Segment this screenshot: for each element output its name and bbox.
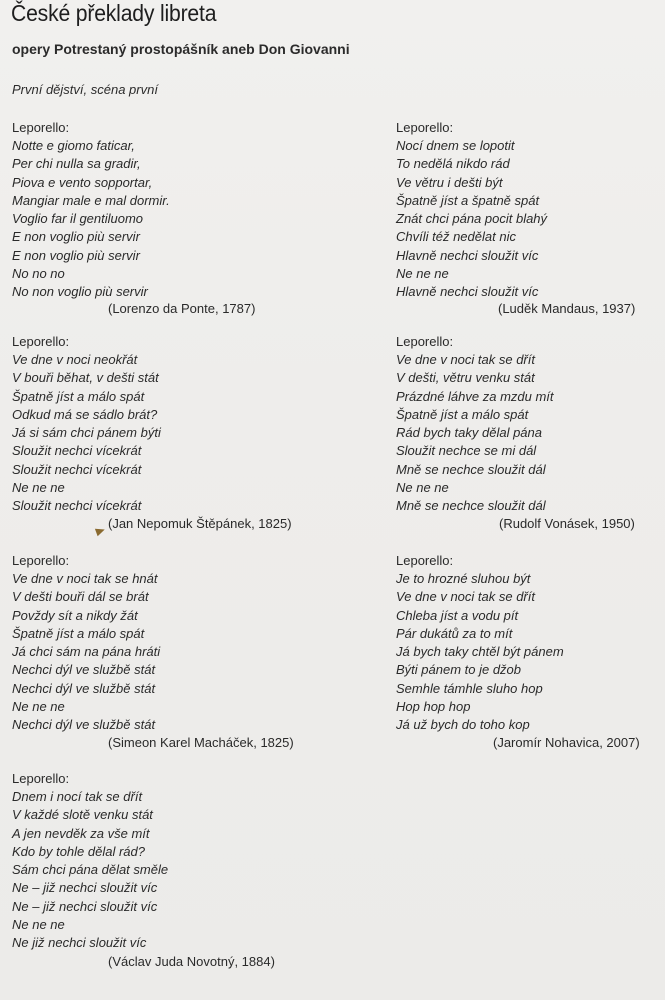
translator-credit: (Václav Juda Novotný, 1884) [108,954,275,969]
verse-line: Ne ne ne [396,266,449,282]
verse-line: Ve dne v noci tak se dřít [396,589,535,605]
verse-line: No non voglio più servir [12,284,148,300]
speaker-label: Leporello: [12,334,70,349]
stanza-vonasek [396,333,665,531]
verse-line: Ve dne v noci tak se hnát [12,571,158,586]
verse-line: Notte e giomo faticar, [12,138,135,153]
verse-line: Ne ne ne [12,917,65,933]
verse-line: V dešti, větru venku stát [396,370,535,386]
verse-line: Ne ne ne [396,480,449,496]
stanza-machacek [12,552,312,750]
verse-line: Mně se nechce sloužit dál [396,461,546,477]
speaker-label: Leporello: [396,120,454,135]
translator-credit: (Rudolf Vonásek, 1950) [499,516,635,531]
verse-line: Ne ne ne [12,699,65,715]
verse-line: V dešti bouři dál se brát [12,589,149,605]
page-subtitle: opery Potrestaný prostopášník aneb Don Giovanni [12,41,350,57]
translator-credit: (Luděk Mandaus, 1937) [498,301,636,316]
verse-line: Ne již nechci sloužit víc [12,935,147,951]
verse-line: E non voglio più servir [12,247,140,263]
verse-line: Sloužit nechci vícekrát [12,498,142,514]
translator-credit: (Simeon Karel Macháček, 1825) [108,735,294,750]
verse-line: Odkud má se sádlo brát? [12,406,158,422]
stanza-nohavica [396,552,665,750]
verse-line: Kdo by tohle dělal rád? [12,843,145,859]
verse-line: Já už bych do toho kop [396,717,530,733]
verse-line: Sloužit nechci vícekrát [12,443,142,459]
speaker-label: Leporello: [396,334,454,349]
verse-line: Já si sám chci pánem býti [12,425,161,441]
verse-line: Nechci dýl ve službě stát [12,717,156,733]
verse-line: Piova e vento sopportar, [12,174,153,190]
verse-line: Prázdné láhve za mzdu mít [396,388,554,404]
verse-line: Nocí dnem se lopotit [396,138,515,153]
speaker-label: Leporello: [396,553,454,568]
verse-line: Ne – již nechci sloužit víc [12,880,158,896]
verse-line: Hlavně nechci sloužit víc [396,247,539,263]
verse-line: Znát chci pána pocit blahý [396,211,548,227]
verse-line: Sloužit nechci vícekrát [12,461,142,477]
verse-line: Ne ne ne [12,480,65,496]
verse-line: Nechci dýl ve službě stát [12,662,156,678]
verse-line: Špatně jíst a málo spát [12,625,145,641]
verse-line: Já chci sám na pána hráti [12,644,161,660]
verse-line: Rád bych taky dělal pána [396,425,542,441]
verse-line: Hlavně nechci sloužit víc [396,284,539,300]
verse-line: Mangiar male e mal dormir. [12,192,170,208]
translator-credit: (Jaromír Nohavica, 2007) [493,735,640,750]
verse-line: Špatně jíst a špatně spát [396,192,540,208]
stanza-mandaus [396,119,665,316]
verse-line: V každé slotě venku stát [12,807,153,823]
verse-line: Hop hop hop [396,699,471,715]
act-scene-heading: První dějství, scéna první [12,82,158,97]
verse-line: Ve dne v noci tak se dřít [396,352,535,367]
verse-line: Ve dne v noci neokřát [12,352,138,367]
speaker-label: Leporello: [12,553,70,568]
verse-line: Mně se nechce sloužit dál [396,498,546,514]
stanza-da-ponte [12,119,312,316]
verse-line: Semhle támhle sluho hop [396,680,543,696]
verse-line: Ne – již nechci sloužit víc [12,898,158,914]
verse-line: Nechci dýl ve službě stát [12,680,156,696]
verse-line: No no no [12,266,65,282]
speaker-label: Leporello: [12,120,70,135]
verse-line: Povždy sít a nikdy žát [12,607,138,623]
verse-line: Pár dukátů za to mít [396,625,513,641]
translator-credit: (Lorenzo da Ponte, 1787) [108,301,256,316]
verse-line: A jen nevděk za vše mít [12,825,150,841]
verse-line: Je to hrozné sluhou být [396,571,531,586]
verse-line: Býti pánem to je džob [396,662,522,678]
translator-credit: (Jan Nepomuk Štěpánek, 1825) [108,516,292,531]
stanza-stepanek [12,333,312,531]
verse-line: To nedělá nikdo rád [396,156,510,172]
verse-line: V bouři běhat, v dešti stát [12,370,159,386]
verse-line: Špatně jíst a málo spát [396,406,529,422]
verse-line: Špatně jíst a málo spát [12,388,145,404]
verse-line: Já bych taky chtěl být pánem [396,644,564,660]
verse-line: Chvíli též nedělat nic [396,229,516,245]
stanza-novotny [12,770,312,969]
pointer-arrow-icon [95,526,106,537]
verse-line: Chleba jíst a vodu pít [396,607,519,623]
speaker-label: Leporello: [12,771,70,786]
verse-line: Ve větru i dešti být [396,174,503,190]
page-title: České překlady libreta [11,0,217,26]
verse-line: E non voglio più servir [12,229,140,245]
verse-line: Sloužit nechce se mi dál [396,443,537,459]
verse-line: Per chi nulla sa gradir, [12,156,141,172]
verse-line: Voglio far il gentiluomo [12,211,144,227]
verse-line: Dnem i nocí tak se dřít [12,789,143,804]
verse-line: Sám chci pána dělat směle [12,862,169,878]
